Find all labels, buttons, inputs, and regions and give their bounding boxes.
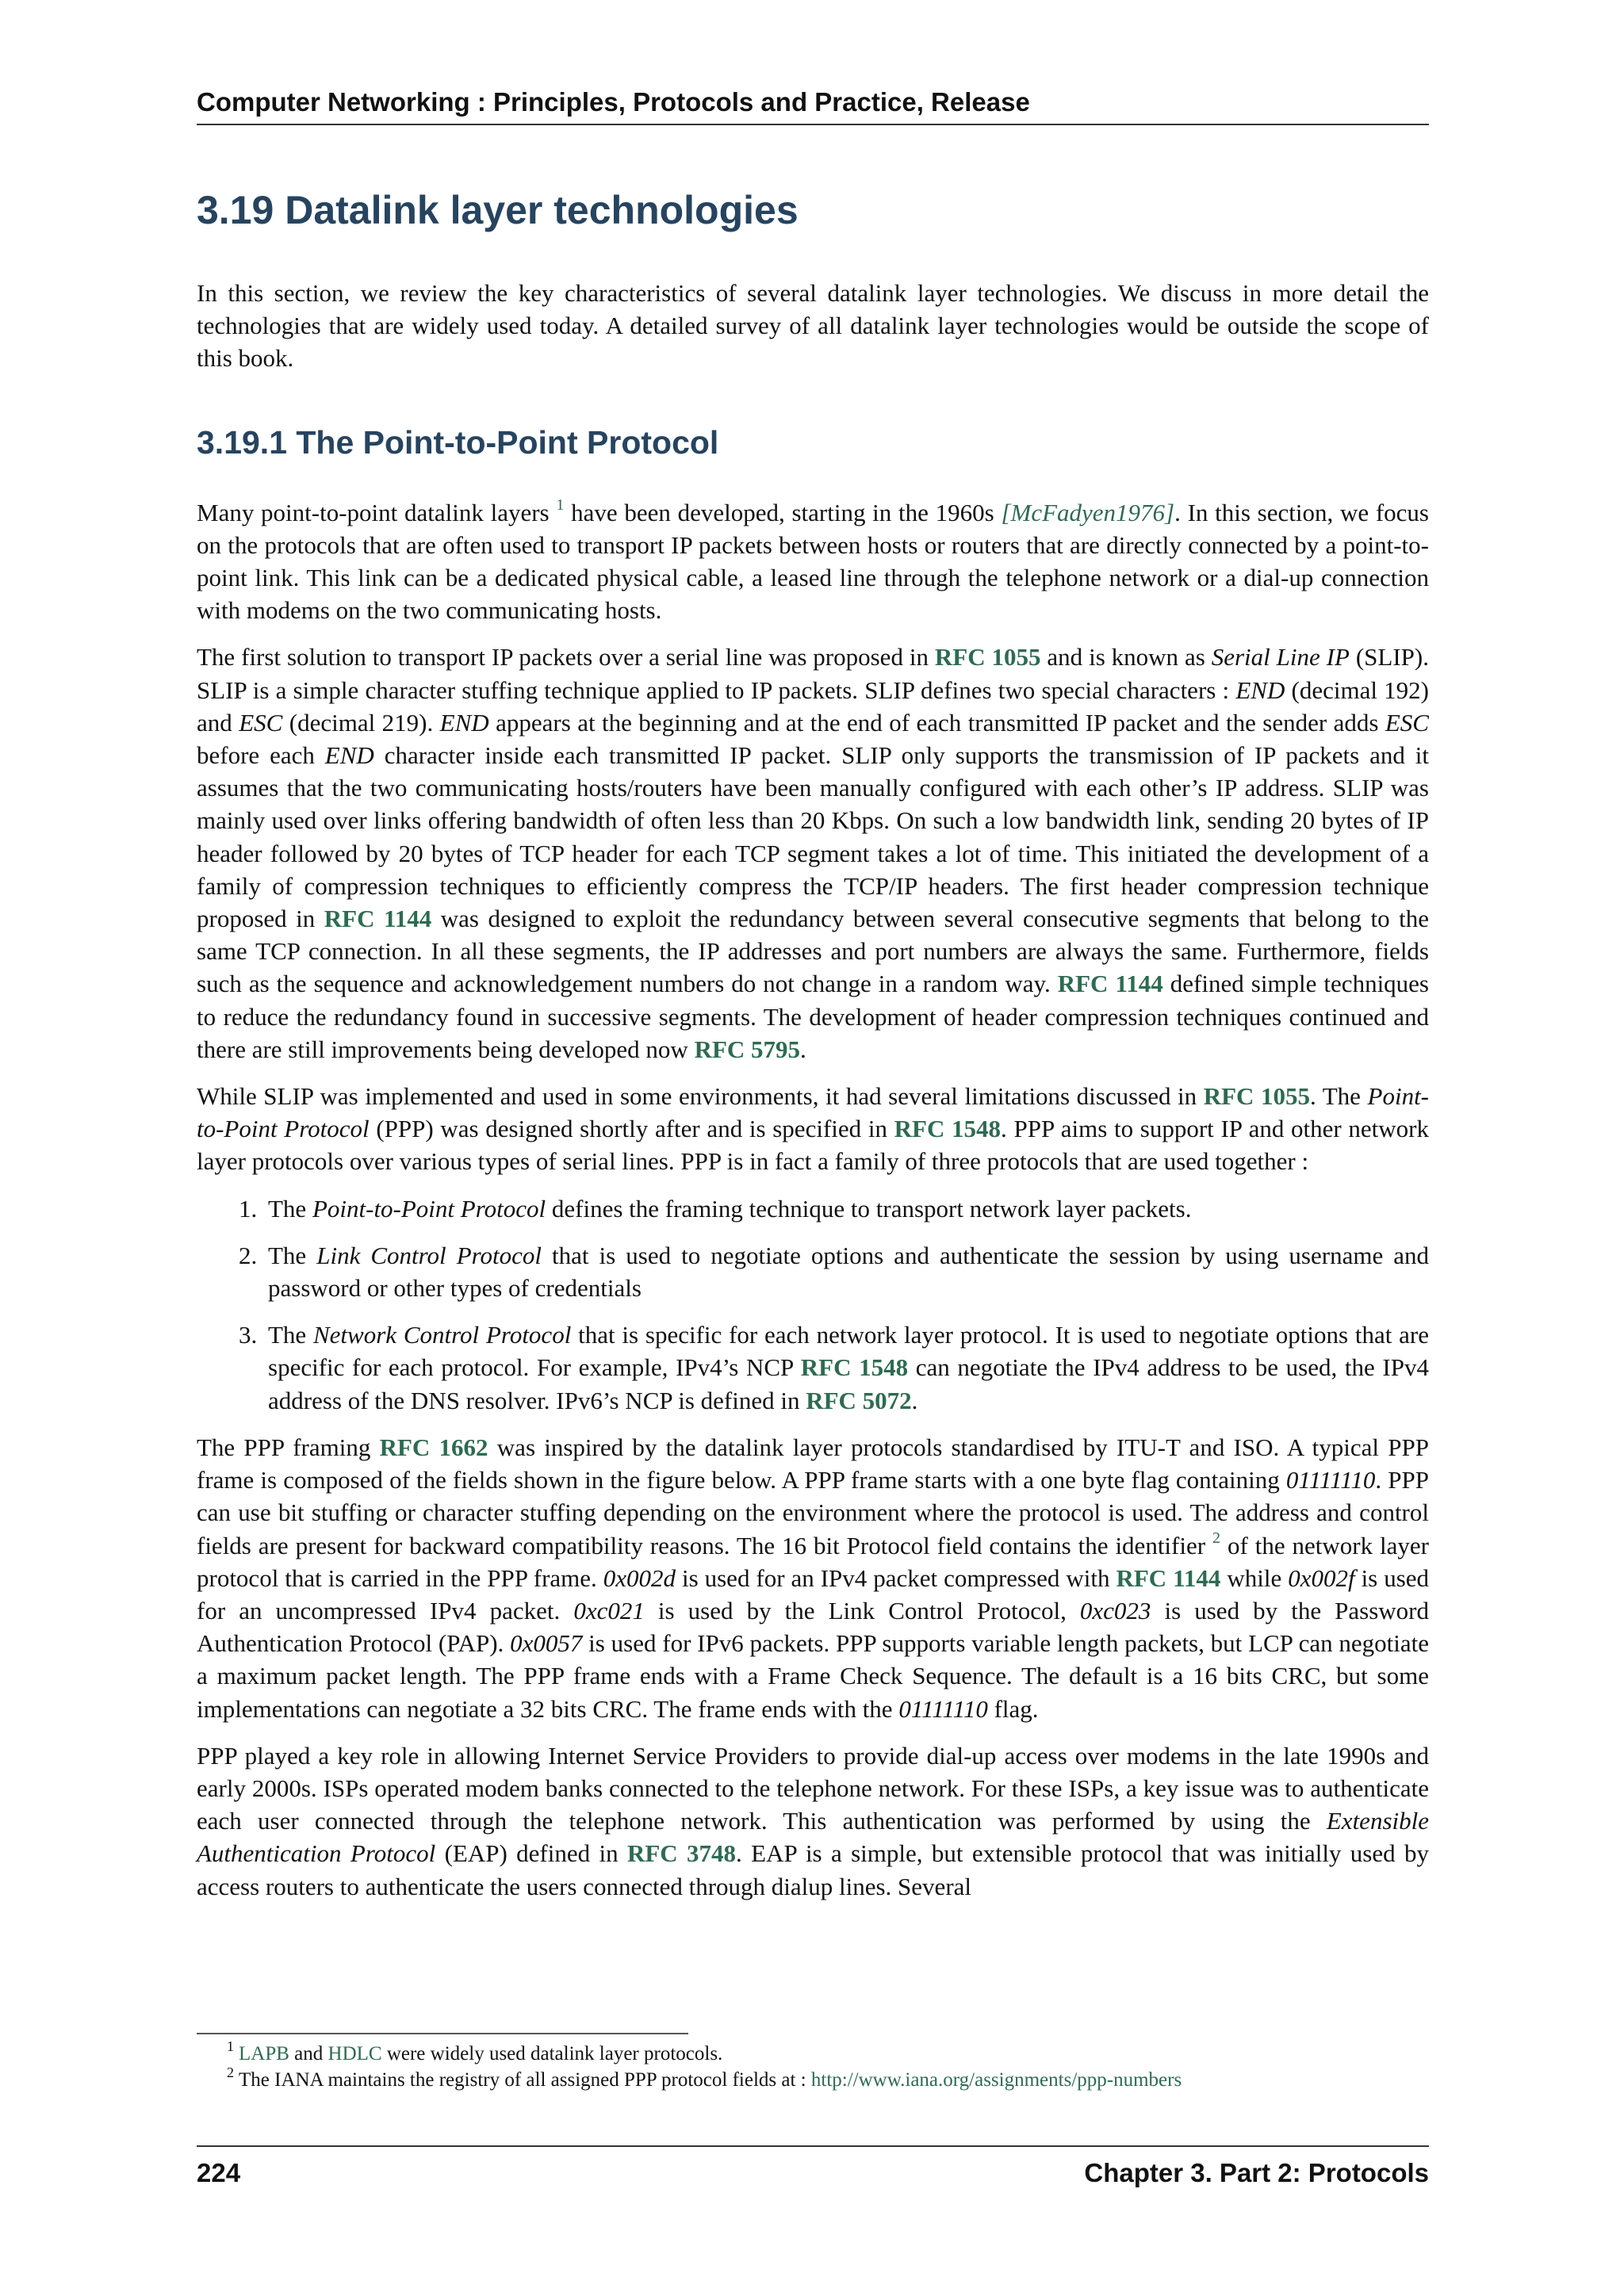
rfc-1144-link[interactable]: RFC 1144 (1116, 1563, 1221, 1592)
subsection-title: 3.19.1 The Point-to-Point Protocol (197, 423, 719, 461)
rfc-1144-link[interactable]: RFC 1144 (324, 905, 432, 933)
running-header: Computer Networking : Principles, Protocols and Practice, Release (197, 87, 1429, 125)
list-item: 2. The Link Control Protocol that is used to negotiate options and authenticate the session by using username and password or other types of credentials (263, 1239, 1429, 1304)
section-title: 3.19 Datalink layer technologies (197, 188, 799, 232)
rfc-3748-link[interactable]: RFC 3748 (626, 1839, 737, 1868)
rfc-1055-link[interactable]: RFC 1055 (934, 643, 1041, 672)
main-content (197, 187, 1429, 1917)
rfc-1144-link[interactable]: RFC 1144 (1057, 970, 1163, 998)
rfc-5795-link[interactable]: RFC 5795 (694, 1035, 801, 1063)
footnotes (197, 2033, 1429, 2093)
paragraph-1: Many point-to-point datalink layers $^1$ have been developed, starting in the 1960s [McFadyen1976]. In this section, we focus on the protocols that are often used to transport IP packets between hosts or routers that are directly connected by a point-to-point link. This link can be a dedicated physical cable, a leased line through the telephone network or a dial-up connection with modems on the two communicating hosts. (197, 496, 1429, 625)
paragraph-2: The first solution to transport IP packets over a serial line was proposed in RFC 1055 and is known as Serial Line IP (SLIP). SLIP is a simple character stuffing technique applied to IP packets. SLIP defines two special characters : END (decimal 192) and ESC (decimal 219). END appears at the beginning and at the end of each transmitted IP packet and the sender adds ESC before each END character inside each transmitted IP packet. SLIP only supports the transmission of IP packets and it assumes that the two communicating hosts/routers have been manually configured with each other’s IP address. SLIP was mainly used over links offering bandwidth of often less than 20 Kbps. On such a low bandwidth link, sending 20 bytes of IP header followed by 20 bytes of TCP header for each TCP segment takes a lot of time. This initiated the development of a family of compression techniques to efficiently compress the TCP/IP headers. The first header compression technique proposed in RFC 1144 was designed to exploit the redundancy between several consecutive segments that belong to the same TCP connection. In all these segments, the IP addresses and port numbers are always the same. Furthermore, fields such as the sequence and acknowledgement numbers do not change in a random way. RFC 1144 defined simple techniques to reduce the redundancy found in successive segments. The development of header compression techniques continued and there are still improvements being developed now RFC 5795. (197, 643, 1430, 1063)
footnote-ref-1[interactable]: 1 (556, 496, 565, 515)
paragraph-4: The PPP framing RFC 1662 was inspired by the datalink layer protocols standardised by ITU-T and ISO. A typical PPP frame is composed of the fields shown in the figure below. A PPP frame starts with a one byte flag containing 01111110. PPP can use bit stuffing or character stuffing depending on the environment where the protocol is used. The address and control fields are present for backward compatibility reasons. The 16 bit Protocol field contains the identifier $^2$ of the network layer protocol that is carried in the PPP frame. 0x002d is used for an IPv4 packet compressed with RFC 1144 while 0x002f is used for an uncompressed IPv4 packet. 0xc021 is used by the Link Control Protocol, 0xc023 is used by the Password Authentication Protocol (PAP). 0x0057 is used for IPv6 packets. PPP supports variable length packets, but LCP can negotiate a maximum packet length. The PPP frame ends with a Frame Check Sequence. The default is a 16 bits CRC, but some implementations can negotiate a 32 bits CRC. The frame ends with the 01111110 flag. (197, 1433, 1430, 1723)
paragraph-3: While SLIP was implemented and used in some environments, it had several limitations discussed in RFC 1055. The Point-to-Point Protocol (PPP) was designed shortly after and is specified in RFC 1548. PPP aims to support IP and other network layer protocols over various types of serial lines. PPP is in fact a family of three protocols that are used together : (197, 1082, 1430, 1176)
page-number: 224 (197, 2158, 241, 2187)
rfc-1548-link[interactable]: RFC 1548 (894, 1115, 1002, 1143)
rfc-1055-link[interactable]: RFC 1055 (1203, 1082, 1310, 1111)
footnote-divider (197, 2033, 688, 2034)
chapter-label: Chapter 3. Part 2: Protocols (1084, 2158, 1429, 2187)
rfc-5072-link[interactable]: RFC 5072 (806, 1386, 912, 1414)
list-item: 1. The Point-to-Point Protocol defines the framing technique to transport network layer packets. (263, 1192, 1429, 1225)
intro-paragraph: In this section, we review the key characteristics of several datalink layer technologies. We discuss in more detail the technologies that are widely used today. A detailed survey of all datalink layer technologies would be outside the scope of this book. (197, 279, 1429, 373)
ppp-protocols-list (197, 1192, 1429, 1417)
list-item: 3. The Network Control Protocol that is specific for each network layer protocol. It is used to negotiate options that are specific for each protocol. For example, IPv4’s NCP RFC 1548 can negotiate the IPv4 address to be used, the IPv4 address of the DNS resolver. IPv6’s NCP is defined in RFC 5072. (263, 1318, 1429, 1417)
page-footer (197, 2145, 1429, 2188)
footnote-ref-2[interactable]: 2 (1212, 1529, 1220, 1548)
footnote-1: $^1$ LAPB and HDLC were widely used datalink layer protocols. (227, 2038, 723, 2064)
paragraph-5: PPP played a key role in allowing Internet Service Providers to provide dial-up access over modems in the late 1990s and early 2000s. ISPs operated modem banks connected to the telephone network. For these ISPs, a key issue was to authenticate each user connected through the telephone network. This authentication was performed by using the Extensible Authentication Protocol (EAP) defined in RFC 3748. EAP is a simple, but extensible protocol that was initially used by access routers to authenticate the users connected through dialup lines. Several (197, 1741, 1429, 1900)
citation-mcfadyen1976[interactable]: [McFadyen1976] (1001, 498, 1175, 526)
rfc-1548-link[interactable]: RFC 1548 (800, 1353, 909, 1382)
footnote-2: $^2$ The IANA maintains the registry of all assigned PPP protocol fields at : http://www.iana.org/assignments/ppp-numbers (227, 2064, 1182, 2091)
iana-ppp-numbers-link[interactable]: http://www.iana.org/assignments/ppp-numbers (810, 2069, 1182, 2091)
lapb-link[interactable]: LAPB (239, 2043, 289, 2064)
hdlc-link[interactable]: HDLC (327, 2043, 382, 2064)
rfc-1662-link[interactable]: RFC 1662 (379, 1433, 488, 1461)
